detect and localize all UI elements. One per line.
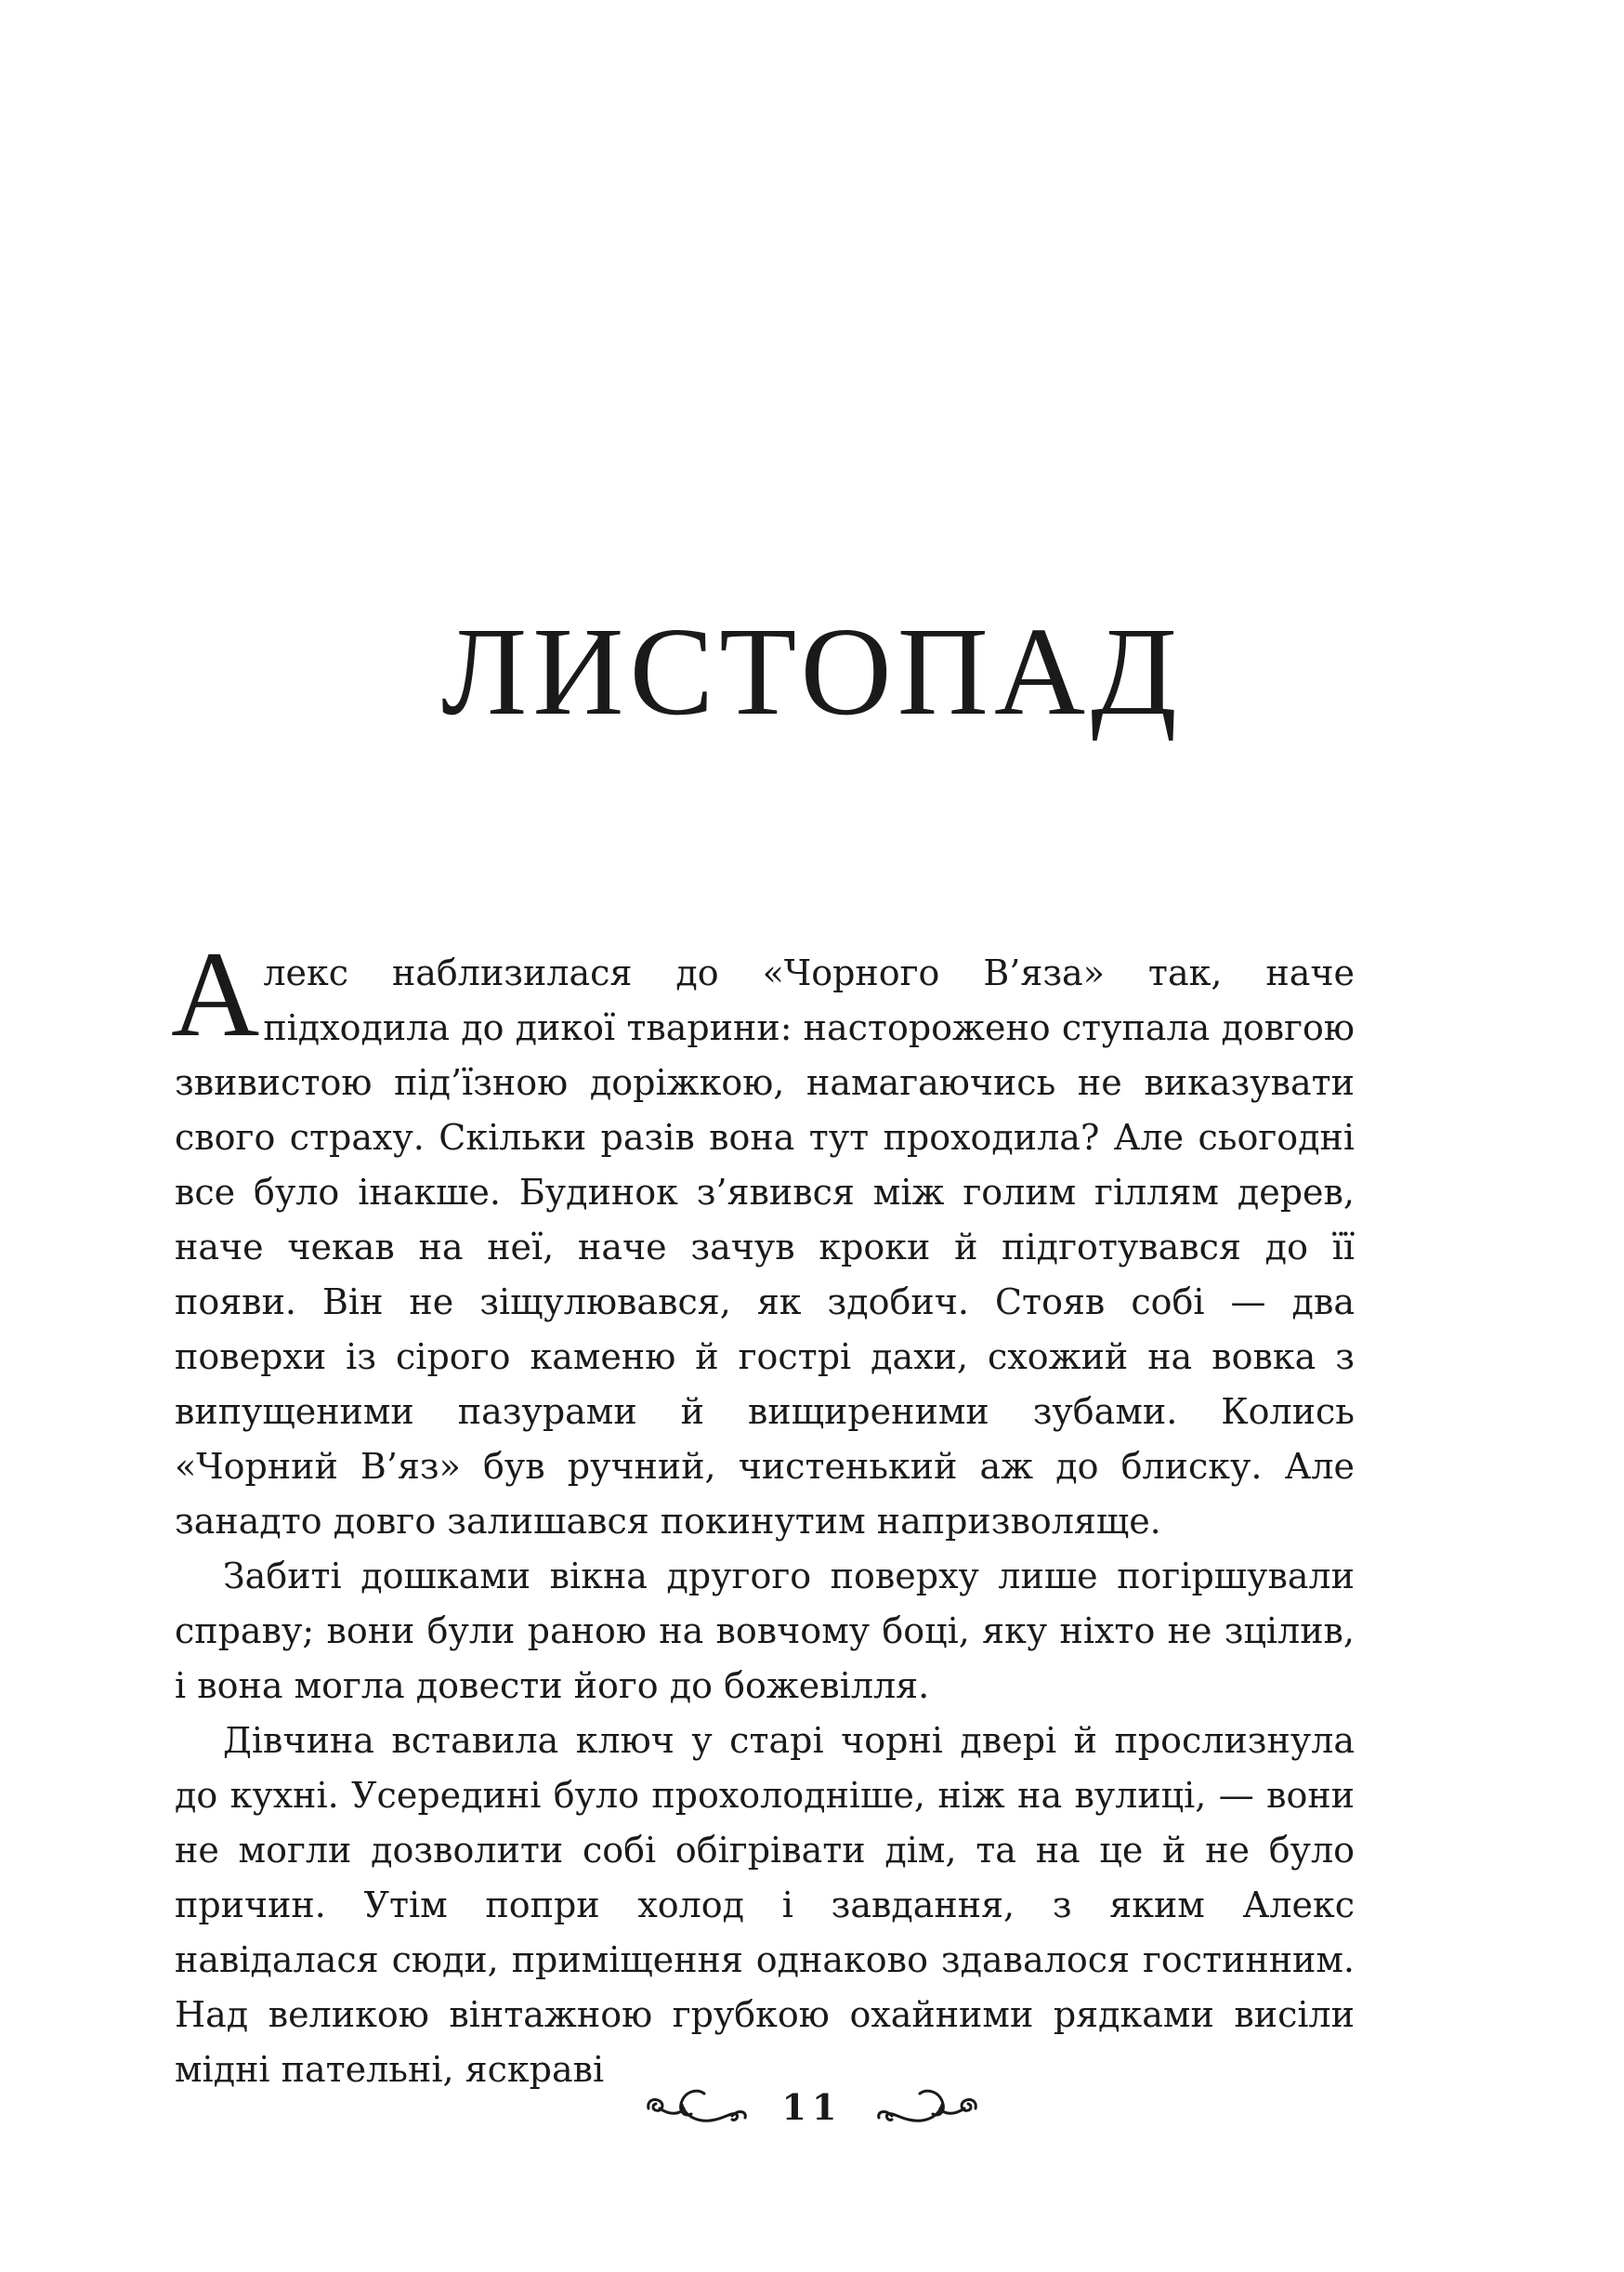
paragraph-1-text: лекс наблизилася до «Чорного В’яза» так, наче підходила до дикої тварини: насторожено ступала довгою звивистою під’їзною доріжкою, намагаючись не виказувати свого страху. Скільки разів вона тут проходила? Але сьогодні все було інакше. Будинок з’явився між голим гіллям дерев, наче чекав на неї, наче зачув кроки й підготувався до її появи. Він не зіщулювався, як здобич. Стояв собі — два поверхи із сірого каменю й гострі дахи, схожий на вовка з випущеними пазурами й вищиреними зубами. Колись «Чорний В’яз» був ручний, чистенький аж до блиску. Але занадто довго залишався покинутим напризволяще. <box>175 952 1355 1542</box>
paragraph-2: Забиті дошками вікна другого поверху лише погіршували справу; вони були раною на вовчому боці, яку ніхто не зцілив, і вона могла довести його до божевілля. <box>175 1556 1355 1706</box>
chapter-title: ЛИСТОПАД <box>441 602 1183 742</box>
drop-cap: А <box>171 926 260 1062</box>
paragraph-3: Дівчина вставила ключ у старі чорні двері й прослизнула до кухні. Усередині було прохолодніше, ніж на вулиці, — вони не могли дозволити собі обігрівати дім, та на це й не було причин. Утім попри холод і завдання, з яким Алекс навідалася сюди, приміщення однаково здавалося гостинним. Над великою вінтажною грубкою охайними рядками висіли мідні пательні, яскраві <box>175 1720 1355 2090</box>
paragraph-1 <box>171 926 1355 1549</box>
flourish-right-icon <box>870 2081 981 2133</box>
flourish-left-icon <box>643 2081 754 2133</box>
chapter-body <box>171 926 1355 2097</box>
page-footer <box>0 2074 1624 2139</box>
page-number: 11 <box>781 2085 843 2128</box>
